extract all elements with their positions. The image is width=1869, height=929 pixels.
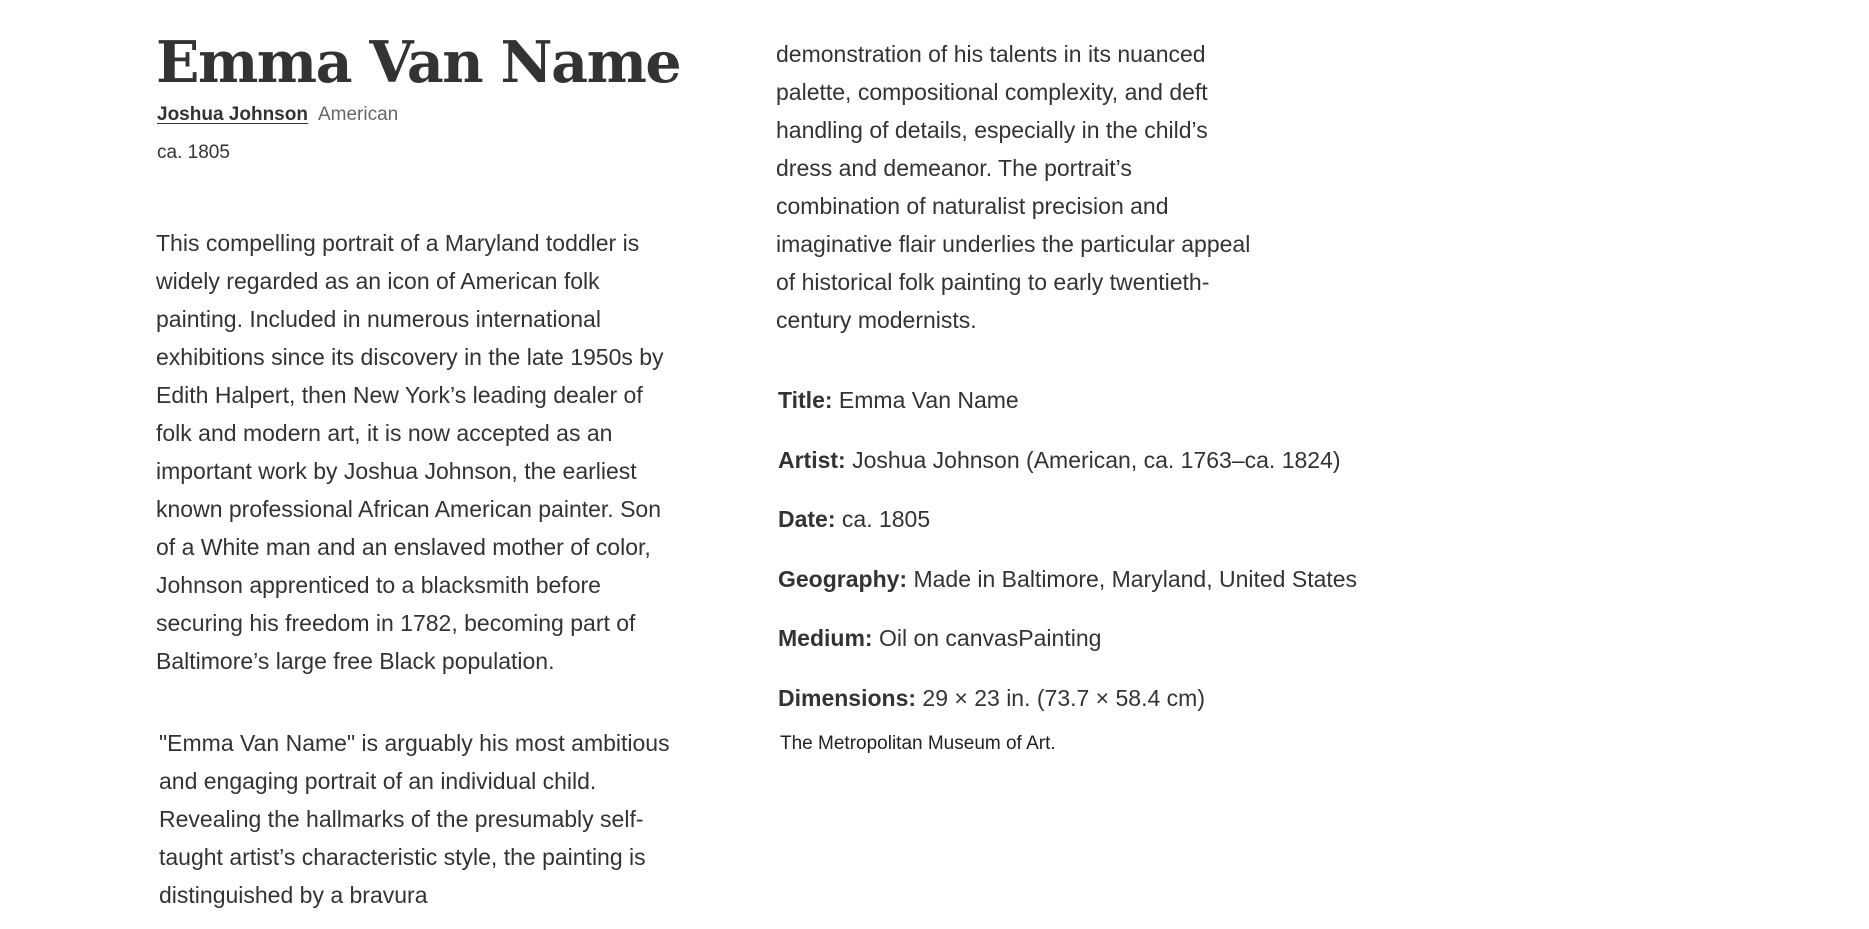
museum-credit: The Metropolitan Museum of Art. bbox=[780, 733, 1056, 754]
artist-link[interactable]: Joshua Johnson bbox=[157, 104, 308, 125]
detail-value: 29 × 23 in. (73.7 × 58.4 cm) bbox=[922, 684, 1205, 711]
artist-line bbox=[157, 104, 398, 126]
detail-row-geography bbox=[778, 560, 1478, 620]
detail-label: Geography: bbox=[778, 565, 908, 592]
detail-value: Oil on canvasPainting bbox=[878, 625, 1102, 651]
description-paragraph-3: demonstration of his talents in its nuanced palette, compositional complexity, and deft handling of details, especially in the child’s dress and demeanor. The portrait’s combination of naturalist precision and imaginative flair underlies the particular appeal of historical folk painting to early twentieth-century modernists. bbox=[776, 41, 1251, 333]
detail-row-artist bbox=[778, 441, 1478, 501]
artwork-date: ca. 1805 bbox=[157, 142, 230, 163]
description-paragraph-1: This compelling portrait of a Maryland toddler is widely regarded as an icon of American folk painting. Included in numerous international exhibitions since its discovery in the late 1950s by Edith Halpert, then New York’s leading dealer of folk and modern art, it is now accepted as an important work by Joshua Johnson, the earliest known professional African American painter. Son of a White man and an enslaved mother of color, Johnson apprenticed to a blacksmith before securing his freedom in 1782, becoming part of Baltimore’s large free Black population. bbox=[156, 230, 664, 674]
detail-label: Medium: bbox=[778, 625, 873, 651]
artwork-details bbox=[778, 381, 1478, 738]
artist-nationality: American bbox=[317, 104, 399, 125]
artwork-title: Emma Van Name bbox=[156, 29, 681, 96]
detail-label: Title: bbox=[778, 387, 833, 413]
detail-row-medium bbox=[778, 619, 1478, 679]
detail-value: Joshua Johnson (American, ca. 1763–ca. 1824) bbox=[852, 446, 1341, 473]
detail-value: Emma Van Name bbox=[838, 387, 1019, 413]
detail-row-dimensions bbox=[778, 679, 1478, 739]
detail-value: Made in Baltimore, Maryland, United States bbox=[913, 565, 1358, 592]
description-paragraph-2: "Emma Van Name" is arguably his most ambitious and engaging portrait of an individual child. Revealing the hallmarks of the presumably self-taught artist’s characteristic style, the painting is distinguished by a bravura bbox=[159, 730, 670, 908]
detail-value: ca. 1805 bbox=[841, 506, 931, 532]
detail-label: Date: bbox=[778, 506, 836, 532]
detail-label: Dimensions: bbox=[778, 684, 917, 711]
detail-row-title bbox=[778, 381, 1478, 441]
detail-label: Artist: bbox=[778, 446, 846, 473]
detail-row-date bbox=[778, 500, 1478, 560]
